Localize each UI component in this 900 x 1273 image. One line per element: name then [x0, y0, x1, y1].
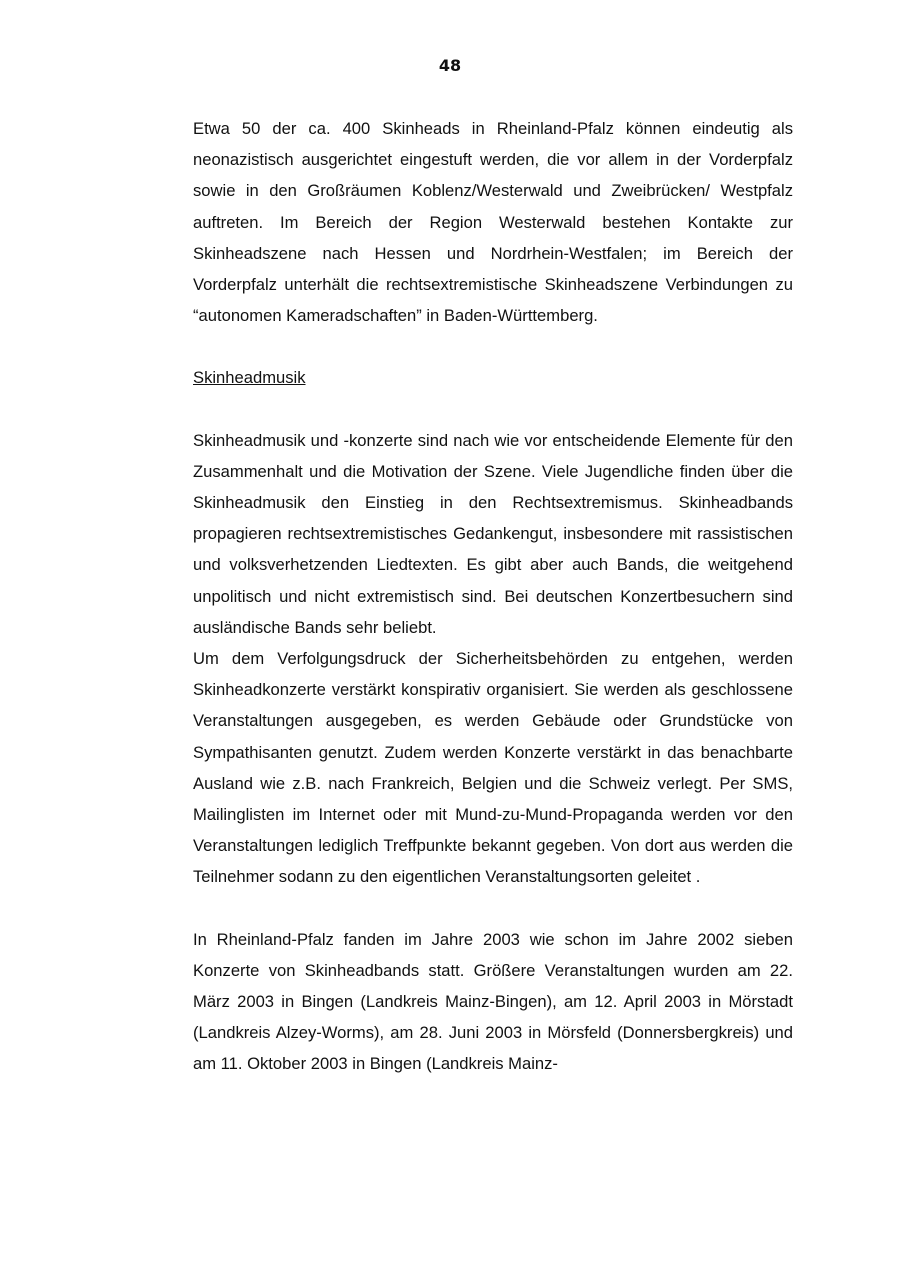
- section-heading-skinheadmusik: Skinheadmusik: [193, 368, 306, 388]
- paragraph-konzerte-konspirativ: Um dem Verfolgungsdruck der Sicherheitsbehörden zu entgehen, werden Skinheadkonzerte verstärkt konspirativ organisiert. Sie werden als geschlossene Veranstaltungen ausgegeben, es werden Gebäude oder Grundstücke von Sympathisanten genutzt. Zudem werden Konzerte verstärkt in das benachbarte Ausland wie z.B. nach Frankreich, Belgien und die Schweiz verlegt. Per SMS, Mailinglisten im Internet oder mit Mund-zu-Mund-Propaganda werden vor den Veranstaltungen lediglich Treffpunkte bekannt gegeben. Von dort aus werden die Teilnehmer sodann zu den eigentlichen Veranstaltungsorten geleitet .: [193, 649, 793, 887]
- document-body: [193, 113, 793, 1080]
- paragraph-skinheadmusik: Skinheadmusik und -konzerte sind nach wie vor entscheidende Elemente für den Zusammenhalt und die Motivation der Szene. Viele Jugendliche finden über die Skinheadmusik den Einstieg in den Rechtsextremismus. Skinheadbands propagieren rechtsextremistisches Gedankengut, insbesondere mit rassistischen und volksverhetzenden Liedtexten. Es gibt aber auch Bands, die weitgehend unpolitisch und nicht extremistisch sind. Bei deutschen Konzertbesuchern sind ausländische Bands sehr beliebt.: [193, 430, 793, 637]
- paragraph-spacer: [193, 394, 793, 425]
- paragraph-spacer: [193, 893, 793, 924]
- paragraph-konzerte-2003: In Rheinland-Pfalz fanden im Jahre 2003 wie schon im Jahre 2002 sieben Konzerte von Skinheadbands statt. Größere Veranstaltungen wurden am 22. März 2003 in Bingen (Landkreis Mainz-Bingen), am 12. April 2003 in Mörstadt (Landkreis Alzey-Worms), am 28. Juni 2003 in Mörsfeld (Donnersbergkreis) und am 11. Oktober 2003 in Bingen (Landkreis Mainz-: [193, 929, 793, 1074]
- page-number: 48: [438, 56, 462, 75]
- paragraph-skinhead-neonazi: Etwa 50 der ca. 400 Skinheads in Rheinland-Pfalz können eindeutig als neonazistisch ausgerichtet eingestuft werden, die vor allem in der Vorderpfalz sowie in den Großräumen Koblenz/Westerwald und Zweibrücken/ Westpfalz auftreten. Im Bereich der Region Westerwald bestehen Kontakte zur Skinheadszene nach Hessen und Nordrhein-Westfalen; im Bereich der Vorderpfalz unterhält die rechtsextremistische Skinheadszene Verbindungen zu “autonomen Kameradschaften” in Baden-Württemberg.: [193, 119, 793, 326]
- paragraph-spacer: [193, 331, 793, 362]
